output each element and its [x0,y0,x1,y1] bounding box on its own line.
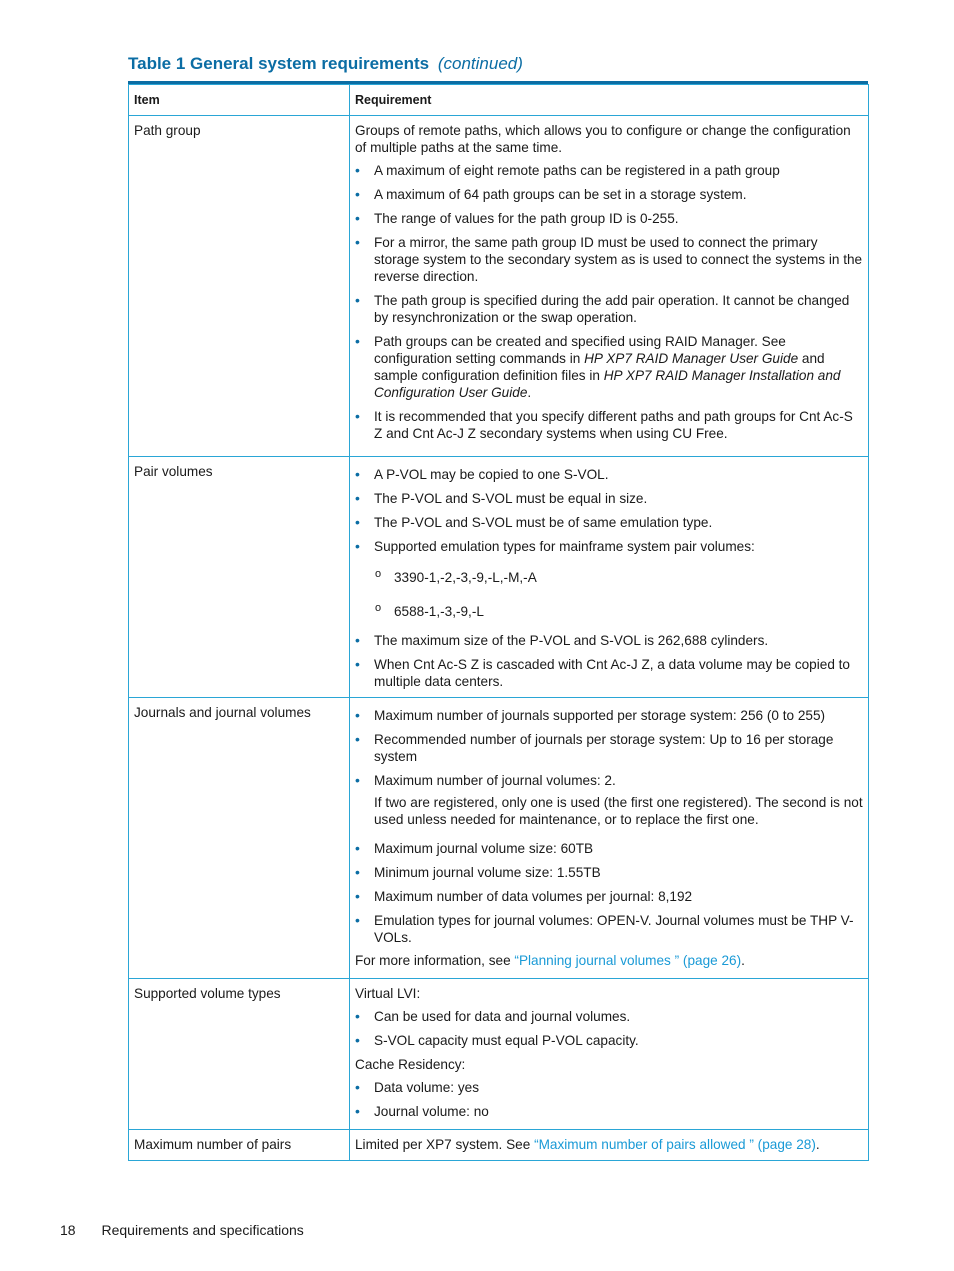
bullet-icon: • [355,912,360,928]
table-row [129,1130,869,1161]
sub-bullet-icon: o [375,568,382,580]
row-requirement-max-pairs: Limited per XP7 system. See “Maximum number of pairs allowed ” (page 28). [350,1130,869,1161]
list-item: • Maximum number of data volumes per journal: 8,192 [355,888,693,904]
list-item: • S-VOL capacity must equal P-VOL capacity. [355,1032,639,1048]
virtual-lvi-label: Virtual LVI: [355,986,421,1001]
row-item-journals: Journals and journal volumes [129,698,350,979]
bullet-icon: • [355,466,360,482]
pair-volumes-bullets-after [355,632,863,690]
table-row [129,698,869,979]
page-number: 18 [60,1222,76,1238]
table-row [129,979,869,1130]
bullet-icon: • [355,186,360,202]
pair-volumes-bullets [355,466,863,555]
list-item: o 3390-1,-2,-3,-9,-L,-M,-A [375,568,537,585]
bullet-icon: • [355,1032,360,1048]
journals-bullets [355,707,863,789]
list-item: • The maximum size of the P-VOL and S-VOL is 262,688 cylinders. [355,632,769,648]
list-item: • Minimum journal volume size: 1.55TB [355,864,601,880]
bullet-icon: • [355,408,360,424]
bullet-icon: • [355,707,360,723]
list-item: • Maximum number of journal volumes: 2. [355,772,616,788]
table-continued-label: (continued) [437,54,523,73]
bullet-icon: • [355,1008,360,1024]
cache-residency-label: Cache Residency: [355,1057,466,1072]
list-item: • Maximum journal volume size: 60TB [355,840,594,856]
bullet-icon: • [355,234,360,250]
path-group-intro: Groups of remote paths, which allows you to configure or change the configuration of multiple paths at the same time. [355,123,851,155]
row-item-max-pairs: Maximum number of pairs [129,1130,350,1161]
bullet-icon: • [355,632,360,648]
virtual-lvi-bullets [355,1008,863,1049]
planning-journal-volumes-link[interactable]: “Planning journal volumes ” (page 26) [514,953,742,968]
list-item: • A P-VOL may be copied to one S-VOL. [355,466,609,482]
journals-more-info: For more information, see “Planning journal volumes ” (page 26). [355,953,745,968]
list-item: • Supported emulation types for mainframe system pair volumes: [355,538,755,554]
bullet-icon: • [355,772,360,788]
journals-bullets-after [355,840,863,946]
list-item: • Path groups can be created and specified using RAID Manager. See configuration setting commands in HP XP7 RAID Manager User Guide and sample configuration definition files in HP XP7 RAID Manager Installation and Configuration User Guide. [355,333,841,400]
bullet-icon: • [355,1079,360,1095]
row-requirement-journals [350,698,869,979]
guide-reference: HP XP7 RAID Manager Installation and Configuration User Guide [374,368,841,400]
table-header-row [129,85,869,116]
max-pairs-link[interactable]: “Maximum number of pairs allowed ” (page 28) [534,1137,816,1152]
bullet-icon: • [355,333,360,349]
bullet-icon: • [355,490,360,506]
list-item: • A maximum of eight remote paths can be registered in a path group [355,162,780,178]
header-requirement: Requirement [350,85,869,116]
table-title: Table 1 General system requirements [128,54,430,73]
list-item: • Maximum number of journals supported per storage system: 256 (0 to 255) [355,707,826,723]
guide-reference: HP XP7 RAID Manager User Guide [584,351,799,366]
row-item-path-group: Path group [129,116,350,457]
bullet-icon: • [355,840,360,856]
row-item-pair-volumes: Pair volumes [129,457,350,698]
bullet-icon: • [355,864,360,880]
list-item: • Journal volume: no [355,1103,489,1119]
list-item: • Data volume: yes [355,1079,480,1095]
requirements-table [128,84,869,1161]
journal-volumes-note: If two are registered, only one is used (the first one registered). The second is not used unless needed for maintenance, or to replace the first one. [374,795,863,827]
bullet-icon: • [355,731,360,747]
table-row [129,116,869,457]
table-row [129,457,869,698]
table-caption [128,54,523,74]
emulation-type-sublist [355,569,863,620]
list-item: • It is recommended that you specify different paths and path groups for Cnt Ac-S Z and Cnt Ac-J Z secondary systems when using CU Free. [355,408,853,441]
bullet-icon: • [355,292,360,308]
bullet-icon: • [355,656,360,672]
list-item: • Emulation types for journal volumes: OPEN-V. Journal volumes must be THP V-VOLs. [355,912,854,945]
list-item: • The path group is specified during the add pair operation. It cannot be changed by resynchronization or the swap operation. [355,292,850,325]
row-requirement-pair-volumes [350,457,869,698]
page-footer [60,1222,304,1238]
cache-residency-bullets [355,1079,863,1120]
footer-section-title: Requirements and specifications [101,1222,304,1238]
list-item: • The P-VOL and S-VOL must be of same emulation type. [355,514,713,530]
list-item: • For a mirror, the same path group ID must be used to connect the primary storage system to the secondary system as is used to connect the systems in the reverse direction. [355,234,863,284]
row-requirement-path-group [350,116,869,457]
row-item-volume-types: Supported volume types [129,979,350,1130]
list-item: • A maximum of 64 path groups can be set in a storage system. [355,186,747,202]
header-item: Item [129,85,350,116]
row-requirement-volume-types [350,979,869,1130]
bullet-icon: • [355,162,360,178]
list-item: • When Cnt Ac-S Z is cascaded with Cnt Ac-J Z, a data volume may be copied to multiple data centers. [355,656,850,689]
bullet-icon: • [355,888,360,904]
list-item: • Recommended number of journals per storage system: Up to 16 per storage system [355,731,834,764]
bullet-icon: • [355,210,360,226]
sub-bullet-icon: o [375,602,382,614]
list-item: o 6588-1,-3,-9,-L [375,602,484,619]
bullet-icon: • [355,538,360,554]
list-item: • The range of values for the path group ID is 0-255. [355,210,679,226]
bullet-icon: • [355,514,360,530]
list-item: • Can be used for data and journal volumes. [355,1008,631,1024]
bullet-icon: • [355,1103,360,1119]
list-item: • The P-VOL and S-VOL must be equal in size. [355,490,648,506]
path-group-bullets [355,162,863,442]
